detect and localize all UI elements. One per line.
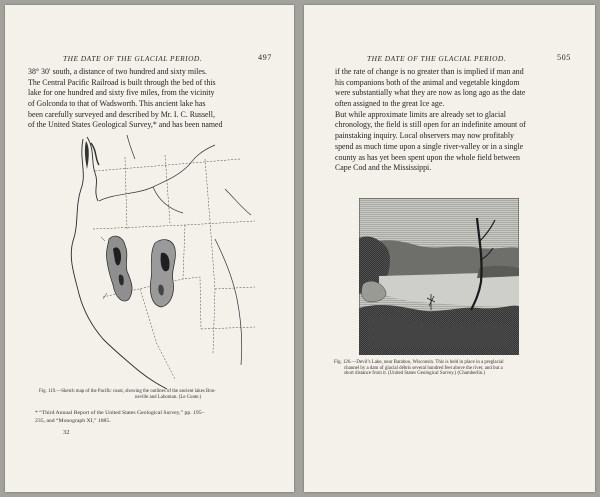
caption-line: Fig. 126.—Devil’s Lake, near Baraboo, Wisconsin. This is held in place in a preglacial — [334, 360, 504, 365]
footnote-line: * “Third Annual Report of the United States Geological Survey,” pp. 195– — [35, 410, 205, 416]
text-line: been carefully surveyed and described by Mr. I. C. Russell, — [28, 109, 215, 119]
figure-caption — [334, 360, 504, 377]
running-head: THE DATE OF THE GLACIAL PERIOD. — [367, 54, 507, 63]
text-line: 38° 30′ south, a distance of two hundred and sixty miles. — [28, 67, 207, 76]
text-line: lake for one hundred and sixty five miles, from the vicinity — [28, 88, 215, 98]
running-head: THE DATE OF THE GLACIAL PERIOD. — [63, 54, 203, 63]
signature-mark: 32 — [63, 429, 70, 436]
text-line: were substantially what they are now as long ago as the date — [335, 88, 526, 98]
figure-caption — [39, 389, 216, 400]
text-line: of the United States Geological Survey,* and has been named — [28, 120, 223, 130]
caption-line: short distance from it. (United States Geological Survey.) (Chamberlin.) — [344, 371, 486, 377]
caption-line: neville and Lahontan. (Le Conte.) — [135, 394, 202, 400]
text-line: Cape Cod and the Mississippi. — [335, 163, 432, 173]
page-number: 497 — [258, 53, 272, 62]
text-line: often assigned to the great Ice age. — [335, 99, 445, 109]
body-text — [335, 67, 526, 174]
text-line: The Central Pacific Railroad is built through the bed of this — [28, 77, 216, 87]
text-line: spend as much time upon a single river-valley or in a single — [335, 141, 524, 151]
body-text — [28, 67, 223, 131]
page-number: 505 — [557, 53, 571, 62]
caption-line: channel by a dam of glacial débris several hundred feet above the river, and but a — [344, 365, 503, 371]
text-line: county as has yet been spent upon the whole field between — [335, 152, 520, 162]
text-line: painstaking inquiry. Local observers may now profitably — [335, 131, 514, 141]
text-line: if the rate of change is no greater than is implied if man and — [335, 67, 524, 76]
footnote-line: 235, and “Monograph XI,” 1885. — [35, 418, 111, 424]
footnote — [35, 409, 204, 425]
text-line: his companions both of the animal and vegetable kingdom — [335, 77, 520, 87]
left-page — [5, 5, 294, 492]
right-page — [304, 5, 595, 492]
lake-lahontan — [101, 236, 132, 301]
devils-lake-engraving — [359, 198, 519, 355]
caption-line: Fig. 119.—Sketch map of the Pacific coast, showing the outlines of the ancient lakes Bon- — [39, 389, 216, 394]
text-line: But while approximate limits are already set to glacial — [335, 109, 506, 119]
lake-bonneville — [150, 240, 175, 307]
pacific-coast-map — [65, 129, 260, 391]
text-line: of Golconda to that of Wadsworth. This ancient lake has — [28, 99, 206, 109]
text-line: chronology, the field is still open for an indefinite amount of — [335, 120, 526, 130]
